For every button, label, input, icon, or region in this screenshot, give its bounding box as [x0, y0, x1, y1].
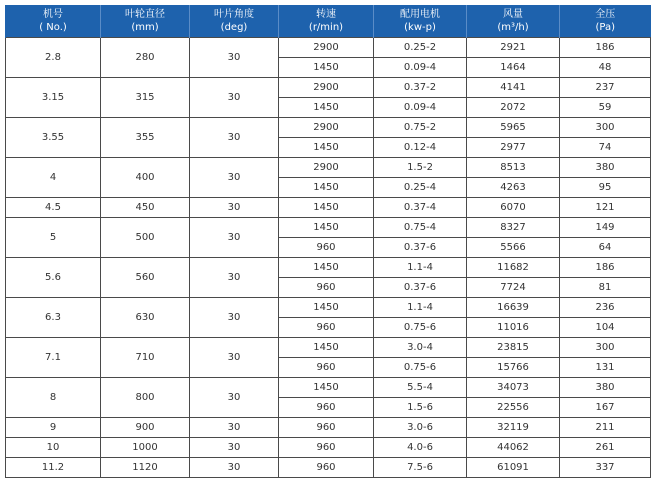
speed-cell: 2900 [279, 158, 374, 178]
blade-angle-cell: 30 [190, 458, 279, 478]
blade-angle-cell: 30 [190, 38, 279, 78]
table-row [6, 418, 651, 438]
table-row [6, 338, 651, 358]
impeller-diameter-cell: 800 [101, 378, 190, 418]
table-row [6, 118, 651, 138]
speed-cell: 1450 [279, 218, 374, 238]
total-pressure-cell: 104 [560, 318, 651, 338]
blade-angle-cell: 30 [190, 258, 279, 298]
speed-cell: 1450 [279, 178, 374, 198]
total-pressure-cell: 121 [560, 198, 651, 218]
total-pressure-cell: 300 [560, 338, 651, 358]
motor-cell: 0.25-2 [374, 38, 467, 58]
speed-cell: 960 [279, 278, 374, 298]
air-flow-cell: 22556 [467, 398, 560, 418]
blade-angle-cell: 30 [190, 298, 279, 338]
total-pressure-cell: 81 [560, 278, 651, 298]
air-flow-cell: 32119 [467, 418, 560, 438]
motor-cell: 0.75-2 [374, 118, 467, 138]
blade-angle-cell: 30 [190, 338, 279, 378]
total-pressure-cell: 74 [560, 138, 651, 158]
model-no-cell: 4.5 [6, 198, 101, 218]
model-no-cell: 6.3 [6, 298, 101, 338]
total-pressure-cell: 59 [560, 98, 651, 118]
motor-cell: 0.37-6 [374, 238, 467, 258]
air-flow-cell: 2921 [467, 38, 560, 58]
air-flow-cell: 15766 [467, 358, 560, 378]
speed-cell: 2900 [279, 38, 374, 58]
air-flow-cell: 4141 [467, 78, 560, 98]
motor-cell: 0.09-4 [374, 58, 467, 78]
table-row [6, 38, 651, 58]
motor-cell: 0.09-4 [374, 98, 467, 118]
blade-angle-cell: 30 [190, 158, 279, 198]
total-pressure-cell: 261 [560, 438, 651, 458]
air-flow-cell: 2072 [467, 98, 560, 118]
air-flow-cell: 2977 [467, 138, 560, 158]
air-flow-cell: 34073 [467, 378, 560, 398]
fan-spec-table [5, 5, 651, 478]
speed-cell: 960 [279, 418, 374, 438]
speed-cell: 1450 [279, 378, 374, 398]
motor-cell: 0.75-6 [374, 358, 467, 378]
speed-cell: 960 [279, 238, 374, 258]
total-pressure-cell: 167 [560, 398, 651, 418]
speed-cell: 2900 [279, 78, 374, 98]
header-impeller-diameter: 叶轮直径 (mm) [101, 5, 190, 38]
impeller-diameter-cell: 630 [101, 298, 190, 338]
motor-cell: 0.37-2 [374, 78, 467, 98]
header-air-flow: 风量 (m³/h) [467, 5, 560, 38]
motor-cell: 1.5-6 [374, 398, 467, 418]
fan-spec-table-container [5, 5, 651, 478]
air-flow-cell: 11682 [467, 258, 560, 278]
air-flow-cell: 4263 [467, 178, 560, 198]
blade-angle-cell: 30 [190, 378, 279, 418]
model-no-cell: 2.8 [6, 38, 101, 78]
motor-cell: 7.5-6 [374, 458, 467, 478]
model-no-cell: 8 [6, 378, 101, 418]
speed-cell: 960 [279, 438, 374, 458]
motor-cell: 0.37-6 [374, 278, 467, 298]
table-row [6, 198, 651, 218]
air-flow-cell: 5965 [467, 118, 560, 138]
total-pressure-cell: 236 [560, 298, 651, 318]
speed-cell: 960 [279, 318, 374, 338]
impeller-diameter-cell: 450 [101, 198, 190, 218]
air-flow-cell: 7724 [467, 278, 560, 298]
speed-cell: 1450 [279, 98, 374, 118]
table-row [6, 78, 651, 98]
model-no-cell: 9 [6, 418, 101, 438]
header-row [6, 5, 651, 38]
motor-cell: 1.1-4 [374, 258, 467, 278]
motor-cell: 1.1-4 [374, 298, 467, 318]
motor-cell: 1.5-2 [374, 158, 467, 178]
air-flow-cell: 44062 [467, 438, 560, 458]
impeller-diameter-cell: 710 [101, 338, 190, 378]
model-no-cell: 10 [6, 438, 101, 458]
header-total-pressure: 全压 (Pa) [560, 5, 651, 38]
total-pressure-cell: 380 [560, 378, 651, 398]
total-pressure-cell: 300 [560, 118, 651, 138]
motor-cell: 0.25-4 [374, 178, 467, 198]
table-row [6, 158, 651, 178]
total-pressure-cell: 48 [560, 58, 651, 78]
air-flow-cell: 8327 [467, 218, 560, 238]
total-pressure-cell: 237 [560, 78, 651, 98]
motor-cell: 0.12-4 [374, 138, 467, 158]
table-body [6, 38, 651, 478]
model-no-cell: 3.55 [6, 118, 101, 158]
table-row [6, 218, 651, 238]
motor-cell: 4.0-6 [374, 438, 467, 458]
motor-cell: 0.75-6 [374, 318, 467, 338]
impeller-diameter-cell: 315 [101, 78, 190, 118]
model-no-cell: 4 [6, 158, 101, 198]
air-flow-cell: 1464 [467, 58, 560, 78]
total-pressure-cell: 131 [560, 358, 651, 378]
speed-cell: 960 [279, 458, 374, 478]
model-no-cell: 7.1 [6, 338, 101, 378]
motor-cell: 3.0-4 [374, 338, 467, 358]
motor-cell: 0.75-4 [374, 218, 467, 238]
total-pressure-cell: 380 [560, 158, 651, 178]
air-flow-cell: 11016 [467, 318, 560, 338]
total-pressure-cell: 95 [560, 178, 651, 198]
speed-cell: 1450 [279, 258, 374, 278]
model-no-cell: 3.15 [6, 78, 101, 118]
air-flow-cell: 61091 [467, 458, 560, 478]
air-flow-cell: 23815 [467, 338, 560, 358]
air-flow-cell: 5566 [467, 238, 560, 258]
blade-angle-cell: 30 [190, 78, 279, 118]
impeller-diameter-cell: 500 [101, 218, 190, 258]
blade-angle-cell: 30 [190, 118, 279, 158]
header-speed: 转速 (r/min) [279, 5, 374, 38]
speed-cell: 1450 [279, 58, 374, 78]
motor-cell: 3.0-6 [374, 418, 467, 438]
impeller-diameter-cell: 355 [101, 118, 190, 158]
speed-cell: 960 [279, 398, 374, 418]
blade-angle-cell: 30 [190, 198, 279, 218]
speed-cell: 2900 [279, 118, 374, 138]
impeller-diameter-cell: 560 [101, 258, 190, 298]
air-flow-cell: 16639 [467, 298, 560, 318]
table-row [6, 458, 651, 478]
impeller-diameter-cell: 280 [101, 38, 190, 78]
model-no-cell: 5 [6, 218, 101, 258]
total-pressure-cell: 337 [560, 458, 651, 478]
blade-angle-cell: 30 [190, 418, 279, 438]
table-row [6, 258, 651, 278]
header-blade-angle: 叶片角度 (deg) [190, 5, 279, 38]
motor-cell: 0.37-4 [374, 198, 467, 218]
impeller-diameter-cell: 400 [101, 158, 190, 198]
speed-cell: 1450 [279, 198, 374, 218]
total-pressure-cell: 186 [560, 258, 651, 278]
impeller-diameter-cell: 1000 [101, 438, 190, 458]
motor-cell: 5.5-4 [374, 378, 467, 398]
total-pressure-cell: 186 [560, 38, 651, 58]
header-motor: 配用电机 (kw-p) [374, 5, 467, 38]
total-pressure-cell: 149 [560, 218, 651, 238]
table-row [6, 378, 651, 398]
model-no-cell: 5.6 [6, 258, 101, 298]
blade-angle-cell: 30 [190, 218, 279, 258]
total-pressure-cell: 64 [560, 238, 651, 258]
total-pressure-cell: 211 [560, 418, 651, 438]
speed-cell: 1450 [279, 138, 374, 158]
air-flow-cell: 8513 [467, 158, 560, 178]
impeller-diameter-cell: 1120 [101, 458, 190, 478]
model-no-cell: 11.2 [6, 458, 101, 478]
air-flow-cell: 6070 [467, 198, 560, 218]
table-row [6, 298, 651, 318]
blade-angle-cell: 30 [190, 438, 279, 458]
speed-cell: 960 [279, 358, 374, 378]
header-model-no: 机号 ( No.) [6, 5, 101, 38]
table-row [6, 438, 651, 458]
impeller-diameter-cell: 900 [101, 418, 190, 438]
speed-cell: 1450 [279, 338, 374, 358]
speed-cell: 1450 [279, 298, 374, 318]
